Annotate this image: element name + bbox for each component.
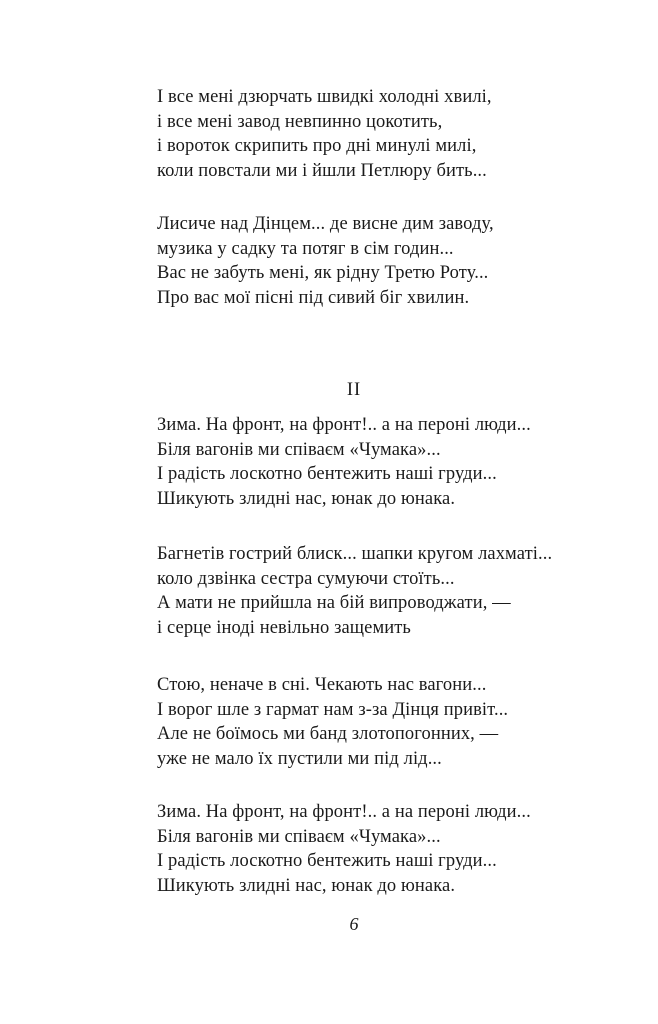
poem-line: Лисиче над Дінцем... де висне дим заводу,	[157, 214, 494, 234]
stanza-6	[157, 800, 531, 898]
poem-line: музика у садку та потяг в сім годин...	[157, 238, 454, 259]
poem-line: А мати не прийшла на бій випроводжати, —	[157, 593, 511, 613]
poem-line: і вороток скрипить про дні минулі милі,	[157, 136, 477, 156]
stanza-2	[157, 212, 494, 310]
poem-line: і все мені завод невпинно цокотить,	[157, 111, 443, 132]
poem-line: Стою, неначе в сні. Чекають нас вагони...	[157, 675, 487, 695]
stanza-3	[157, 413, 531, 511]
section-heading: II	[346, 380, 362, 400]
poem-line: Біля вагонів ми співаєм «Чумака»...	[157, 826, 441, 847]
poem-line: Вас не забуть мені, як рідну Третю Роту...	[157, 263, 489, 283]
poem-line: Але не боїмось ми банд злотопогонних, —	[157, 724, 499, 744]
poem-line: коло дзвінка сестра сумуючи стоїть...	[157, 568, 455, 589]
poem-line: Багнетів гострий блиск... шапки кругом лахматі...	[157, 544, 553, 564]
poem-line: і серце іноді невільно защемить	[157, 617, 411, 638]
poem-line: Біля вагонів ми співаєм «Чумака»...	[157, 439, 441, 460]
poem-line: Зима. На фронт, на фронт!.. а на пероні люди...	[157, 415, 531, 435]
poem-line: Зима. На фронт, на фронт!.. а на пероні люди...	[157, 802, 531, 822]
poem-line: Про вас мої пісні під сивий біг хвилин.	[157, 287, 470, 308]
poem-line: Шикують злидні нас, юнак до юнака.	[157, 488, 456, 509]
stanza-1	[157, 85, 492, 183]
page-number: 6	[349, 914, 359, 934]
poem-line: Шикують злидні нас, юнак до юнака.	[157, 875, 456, 896]
stanza-5	[157, 673, 508, 771]
poem-line: І радість лоскотно бентежить наші груди...	[157, 851, 497, 871]
poem-line: коли повстали ми і йшли Петлюру бить...	[157, 160, 487, 181]
poem-line: І все мені дзюрчать швидкі холодні хвилі,	[157, 87, 492, 107]
poem-line: уже не мало їх пустили ми під лід...	[157, 748, 442, 769]
poem-line: І ворог шле з гармат нам з-за Дінця привіт...	[157, 699, 509, 720]
poem-line: І радість лоскотно бентежить наші груди...	[157, 464, 497, 484]
stanza-4	[157, 542, 552, 640]
